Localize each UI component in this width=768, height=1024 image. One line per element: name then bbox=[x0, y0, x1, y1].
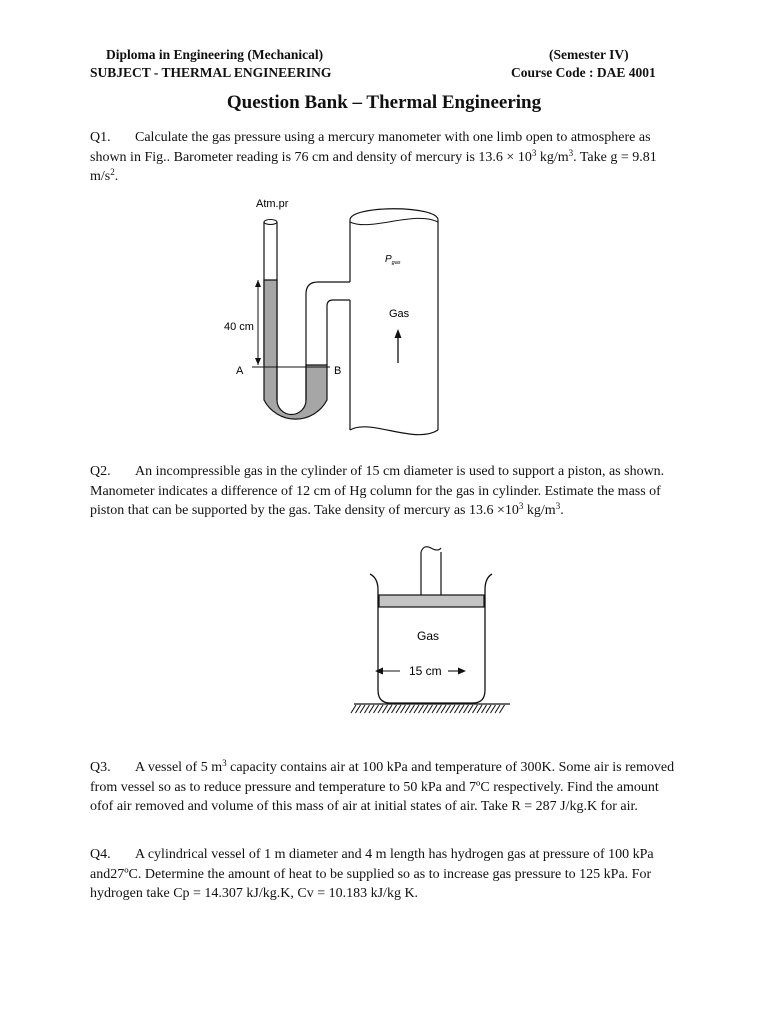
hatch-stroke bbox=[459, 705, 464, 713]
hatch-stroke bbox=[455, 705, 460, 713]
question-text: An incompressible gas in the cylinder of 15 cm diameter is used to support a piston, as shown. Manometer indicates a difference of 12 cm of Hg column for the gas in cylinder. Estimate the mass of piston that can be supported by the gas. Take density of mercury as 13.6 ×10 bbox=[90, 464, 665, 518]
diameter-label: 15 cm bbox=[409, 664, 442, 678]
hatch-stroke bbox=[437, 705, 442, 713]
hatch-stroke bbox=[374, 705, 379, 713]
hatch-stroke bbox=[464, 705, 469, 713]
superscript: 3 bbox=[568, 147, 574, 158]
hatch-stroke bbox=[410, 705, 415, 713]
hatch-stroke bbox=[482, 705, 487, 713]
question-text: A vessel of 5 m bbox=[135, 760, 223, 775]
hatch-stroke bbox=[473, 705, 478, 713]
hatch-stroke bbox=[477, 705, 482, 713]
hatch-stroke bbox=[405, 705, 410, 713]
hatch-stroke bbox=[401, 705, 406, 713]
question-3 bbox=[90, 758, 680, 817]
piston-rod-top bbox=[421, 547, 441, 552]
hatch-stroke bbox=[491, 705, 496, 713]
hatch-stroke bbox=[396, 705, 401, 713]
hatch-stroke bbox=[432, 705, 437, 713]
hatch-stroke bbox=[356, 705, 361, 713]
page-title: Question Bank – Thermal Engineering bbox=[226, 92, 542, 113]
question-text: capacity contains air at 100 kPa and temperature of 300K. Some air is removed from vessel so as to reduce pressure and temperature to 50 kPa and 7ºC respectively. Find the amount ofof air removed and volume of this mass of air at initial states of air. Take R = 287 J/kg.K for air. bbox=[90, 760, 675, 814]
course-code: Course Code : DAE 4001 bbox=[511, 65, 656, 80]
gas-label: Gas bbox=[417, 629, 440, 643]
pgas-symbol: P bbox=[385, 254, 392, 265]
question-4 bbox=[90, 845, 680, 904]
hatch-stroke bbox=[351, 705, 356, 713]
diameter-arrowhead-left bbox=[375, 668, 383, 675]
hatch-stroke bbox=[414, 705, 419, 713]
superscript: 3 bbox=[555, 501, 561, 511]
program-name: Diploma in Engineering (Mechanical) bbox=[106, 47, 324, 62]
hatch-stroke bbox=[369, 705, 374, 713]
question-number: Q4. bbox=[90, 847, 111, 862]
superscript: 2 bbox=[110, 167, 115, 177]
hatch-stroke bbox=[495, 705, 500, 713]
superscript: 3 bbox=[518, 501, 524, 511]
hatch-stroke bbox=[419, 705, 424, 713]
question-text: kg/m bbox=[523, 503, 556, 518]
diameter-arrowhead-right bbox=[458, 668, 466, 675]
atm-pressure-label: Atm.pr bbox=[256, 198, 289, 210]
question-number: Q2. bbox=[90, 464, 111, 479]
question-text: . bbox=[114, 169, 119, 184]
hatch-stroke bbox=[423, 705, 428, 713]
hatch-stroke bbox=[486, 705, 491, 713]
question-text: . bbox=[560, 503, 564, 518]
hatch-stroke bbox=[428, 705, 433, 713]
point-b-label: B bbox=[334, 365, 342, 377]
superscript: 3 bbox=[222, 758, 227, 768]
hatch-stroke bbox=[383, 705, 388, 713]
hatch-stroke bbox=[500, 705, 505, 713]
question-number: Q3. bbox=[90, 760, 111, 775]
hatch-stroke bbox=[365, 705, 370, 713]
piston bbox=[379, 595, 484, 607]
hatch-stroke bbox=[468, 705, 473, 713]
hatch-stroke bbox=[387, 705, 392, 713]
gas-label: Gas bbox=[389, 308, 410, 320]
question-text: . Take g = 9.81 m/s bbox=[90, 149, 657, 184]
question-text: kg/m bbox=[536, 149, 569, 165]
question-text: A cylindrical vessel of 1 m diameter and 4 m length has hydrogen gas at pressure of 100 kPa and27ºC. Determine the amount of heat to be supplied so as to increase gas pressure to 125 kPa. For hydrogen take Cp = 14.307 kJ/kg.K, Cv = 10.183 kJ/kg K. bbox=[90, 847, 654, 901]
subject-name: SUBJECT - THERMAL ENGINEERING bbox=[90, 65, 332, 80]
height-label: 40 cm bbox=[224, 321, 254, 333]
pgas-subscript: gas bbox=[391, 260, 401, 266]
hatch-stroke bbox=[446, 705, 451, 713]
superscript: 3 bbox=[531, 147, 537, 158]
question-text: Calculate the gas pressure using a mercury manometer with one limb open to atmosphere as shown in Fig.. Barometer reading is 76 cm and density of mercury is 13.6 × 10 bbox=[90, 130, 651, 165]
hatch-stroke bbox=[360, 705, 365, 713]
ground-hatching bbox=[351, 705, 505, 713]
semester: (Semester IV) bbox=[549, 47, 629, 62]
hatch-stroke bbox=[450, 705, 455, 713]
question-number: Q1. bbox=[90, 130, 111, 145]
hatch-stroke bbox=[441, 705, 446, 713]
point-a-label: A bbox=[236, 365, 244, 377]
hatch-stroke bbox=[378, 705, 383, 713]
hatch-stroke bbox=[392, 705, 397, 713]
